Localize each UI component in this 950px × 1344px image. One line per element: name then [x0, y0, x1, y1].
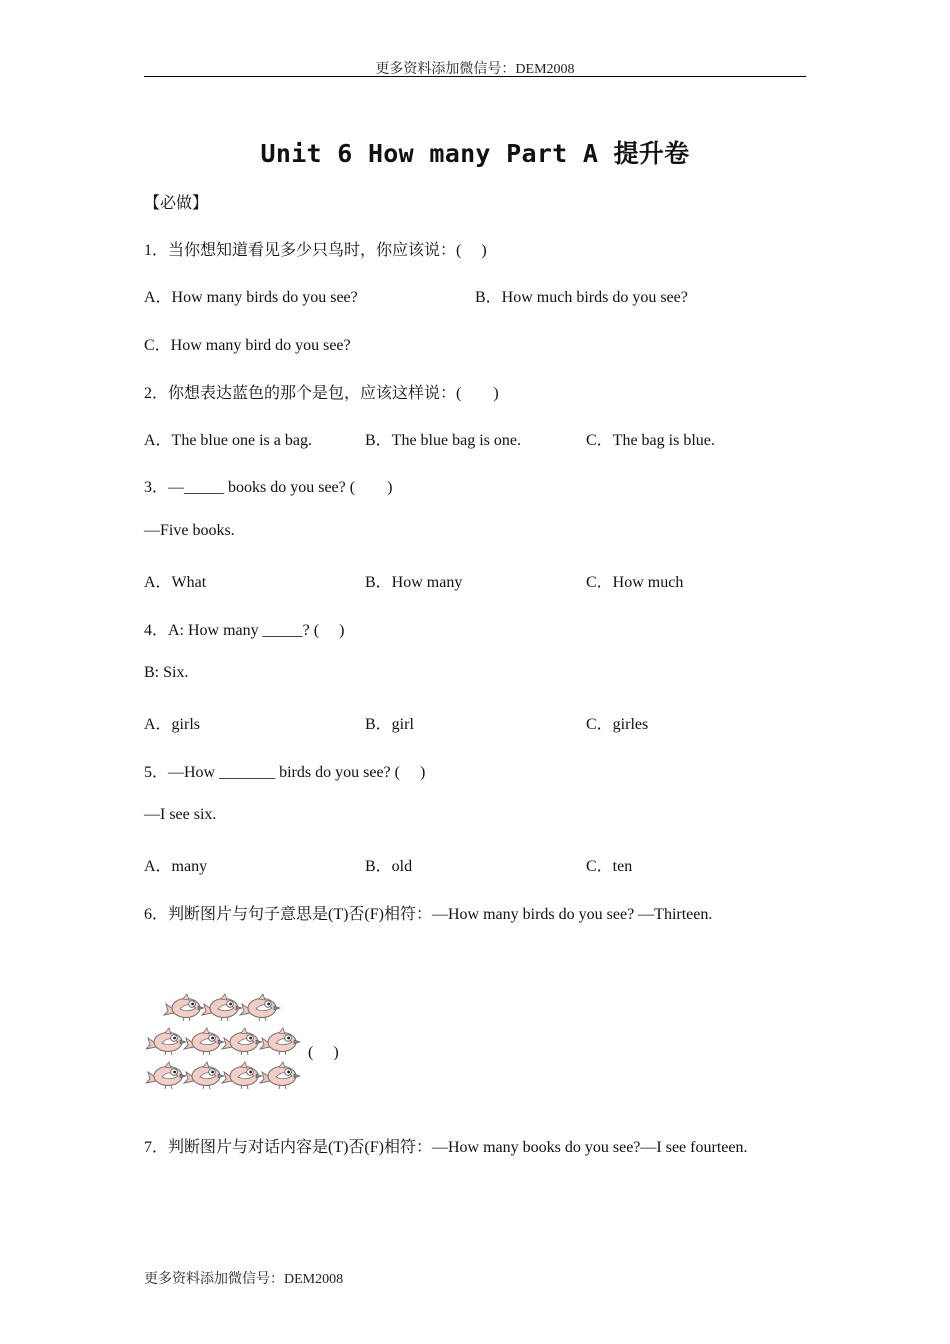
page-title: Unit 6 How many Part A 提升卷	[260, 139, 690, 168]
question-6-stem: 6．判断图片与句子意思是(T)否(F)相符：—How many birds do you see? —Thirteen.	[144, 906, 713, 923]
question-7-stem: 7．判断图片与对话内容是(T)否(F)相符：—How many books do you see?—I see fourteen.	[144, 1139, 748, 1156]
question-4-reply: B: Six.	[144, 664, 189, 681]
question-5-option-c: C．ten	[586, 858, 633, 875]
question-1-option-a: A．How many birds do you see?	[144, 289, 358, 306]
question-5-option-b: B．old	[365, 858, 413, 875]
question-6-answer-blank: ( )	[308, 1044, 339, 1061]
question-4-stem: 4．A: How many _____? ( )	[144, 622, 345, 639]
question-3-option-b: B．How many	[365, 574, 463, 591]
question-4-option-c: C．girles	[586, 716, 649, 733]
question-3-stem: 3．—_____ books do you see? ( )	[144, 479, 393, 496]
question-5-stem: 5．—How _______ birds do you see? ( )	[144, 764, 426, 781]
question-3-option-c: C．How much	[586, 574, 684, 591]
question-2-option-a: A．The blue one is a bag.	[144, 432, 312, 449]
birds-picture	[146, 990, 306, 1094]
question-3-reply: —Five books.	[144, 522, 235, 539]
question-3-option-a: A．What	[144, 574, 207, 591]
question-4-option-a: A．girls	[144, 716, 201, 733]
question-4-option-b: B．girl	[365, 716, 414, 733]
question-1-option-c: C．How many bird do you see?	[144, 337, 351, 354]
section-label: 【必做】	[144, 195, 209, 212]
page-header: 更多资料添加微信号：DEM2008	[375, 62, 575, 77]
question-2-stem: 2．你想表达蓝色的那个是包，应该这样说：( )	[144, 385, 499, 402]
question-1-stem: 1．当你想知道看见多少只鸟时，你应该说：( )	[144, 242, 487, 259]
question-1-option-b: B．How much birds do you see?	[475, 289, 688, 306]
page-footer: 更多资料添加微信号：DEM2008	[144, 1272, 344, 1287]
header-rule	[144, 76, 806, 77]
question-2-option-c: C．The bag is blue.	[586, 432, 715, 449]
question-5-reply: —I see six.	[144, 806, 217, 823]
question-2-option-b: B．The blue bag is one.	[365, 432, 521, 449]
question-5-option-a: A．many	[144, 858, 208, 875]
